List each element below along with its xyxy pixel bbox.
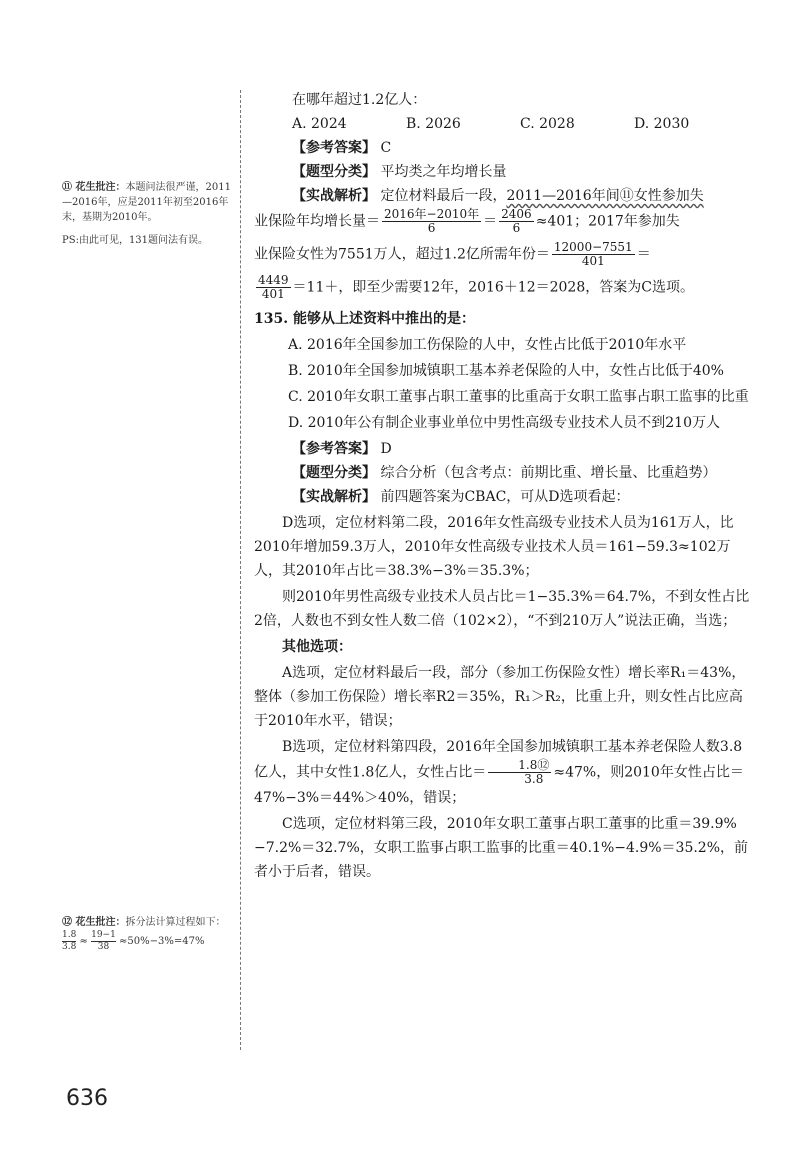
q135-a-para: A选项，定位材料最后一段，部分（参加工伤保险女性）增长率R₁＝43%，整体（参加工伤保险）增长率R2＝35%，R₁＞R₂，比重上升，则女性占比应高于2010年水平，错误； — [254, 665, 746, 729]
answer-label: 【参考答案】 — [292, 441, 376, 457]
q135-d-para-2: 则2010年男性高级专业技术人员占比＝1−35.3%＝64.7%，不到女性占比2倍，人数也不到女性人数二倍（102×2），“不到210万人”说法正确，当选； — [254, 589, 750, 629]
fraction: $\frac{2406}{6}$ — [501, 207, 532, 235]
answer-value: D — [380, 441, 392, 457]
type-label: 【题型分类】 — [292, 164, 376, 180]
q134-type — [254, 160, 754, 184]
margin-note-1-text: 本题问法很严谨，2011—2016年，应是2011年初至2016年末，基期为2010年。 — [62, 182, 231, 223]
fraction: $\frac{\text{2016年−2010年}}{6}$ — [384, 207, 480, 235]
margin-note-3-tail: ≈50%−3%=47% — [119, 936, 205, 947]
margin-note-3-label: ⑫ 花生批注： — [62, 917, 126, 928]
analysis-label: 【实战解析】 — [292, 489, 376, 505]
q135-option-a: A. 2016年全国参加工伤保险的人中，女性占比低于2010年水平 — [288, 337, 687, 353]
q134-analysis-line-1: 【实战解析】 定位材料最后一段，2011—2016年间⑪女性参加失 — [292, 188, 704, 204]
margin-note-1 — [62, 180, 232, 225]
fraction: $\frac{4449}{401}$ — [258, 273, 289, 301]
margin-note-3 — [62, 915, 232, 953]
margin-fraction-2: $\frac{19-1}{38}$ — [91, 930, 116, 952]
q135-option-c: C. 2010年女职工董事占职工董事的比重高于女职工监事占职工监事的比重 — [288, 389, 749, 405]
q134-option-c: C. 2028 — [520, 116, 575, 132]
q135-option-b: B. 2010年全国参加城镇职工基本养老保险的人中，女性占比低于40% — [288, 363, 724, 379]
q134-stem-tail: 在哪年超过1.2亿人： — [292, 92, 427, 108]
margin-notes — [62, 180, 232, 256]
q135-others-label: 其他选项： — [282, 639, 352, 655]
q135-d-para-1: D选项，定位材料第二段，2016年女性高级专业技术人员为161万人，比2010年增加59.3万人，2010年女性高级专业技术人员＝161−59.3≈102万人，其2010年占比＝38.3%−3%＝35.3%； — [254, 515, 734, 579]
margin-note-2: PS:由此可见，131题问法有误。 — [62, 235, 209, 246]
fraction: $\frac{12000-7551}{401}$ — [553, 240, 633, 268]
q135-analysis-intro: 【实战解析】 前四题答案为CBAC，可从D选项看起： — [292, 489, 630, 505]
q134-option-b: B. 2026 — [406, 116, 461, 132]
q134-analysis-line-3: 业保险女性为7551万人，超过1.2亿所需年份＝ $\frac{12000-7551}{401}$ ＝ — [254, 240, 651, 268]
fraction: $\frac{\text{1.8⑫}}{3.8}$ — [488, 759, 551, 786]
type-label: 【题型分类】 — [292, 465, 376, 481]
margin-note-1-label: ⑪ 花生批注： — [62, 182, 126, 193]
q134-option-a: A. 2024 — [292, 116, 347, 132]
q135-b-para: B选项，定位材料第四段，2016年全国参加城镇职工基本养老保险人数3.8亿人，其中女性1.8亿人，女性占比＝ $\frac{\text{1.8⑫}}{3.8}$ ≈47%，则2010年女性占比＝47%−3%＝44%＞40%，错误； — [254, 739, 744, 806]
q135-stem: 135. 能够从上述资料中推出的是： — [254, 311, 475, 327]
type-value: 平均类之年均增长量 — [380, 164, 507, 180]
q134-options — [254, 112, 754, 136]
main-text — [254, 88, 754, 886]
q135-c-para: C选项，定位材料第三段，2010年女职工董事占职工董事的比重＝39.9%−7.2%＝32.7%，女职工监事占职工监事的比重＝40.1%−4.9%＝35.2%，前者小于后者，错误。 — [254, 816, 749, 880]
q135-answer — [254, 437, 754, 461]
margin-note-3-text: 拆分法计算过程如下： — [125, 917, 226, 928]
margin-eq: ≈ — [79, 936, 88, 947]
answer-label: 【参考答案】 — [292, 140, 376, 156]
margin-fraction-1: $\frac{1.8}{3.8}$ — [62, 930, 77, 952]
q134-analysis-line-2: 业保险年均增长量＝ $\frac{\text{2016年−2010年}}{6}$ ＝ $\frac{2406}{6}$ ≈401；2017年参加失 — [254, 207, 680, 235]
q135-option-d: D. 2010年公有制企业事业单位中男性高级专业技术人员不到210万人 — [288, 415, 720, 431]
margin-divider — [240, 90, 241, 1050]
q134-analysis-line-4: $\frac{4449}{401}$ ＝11＋，即至少需要12年，2016＋12＝2028，答案为C选项。 — [258, 273, 694, 301]
page-number: 636 — [66, 1086, 108, 1111]
analysis-label: 【实战解析】 — [292, 188, 376, 204]
q134-option-d: D. 2030 — [634, 116, 690, 132]
q134-answer — [254, 136, 754, 160]
answer-value: C — [380, 140, 392, 156]
q135-type — [254, 461, 754, 485]
type-value: 综合分析（包含考点：前期比重、增长量、比重趋势） — [380, 465, 717, 481]
